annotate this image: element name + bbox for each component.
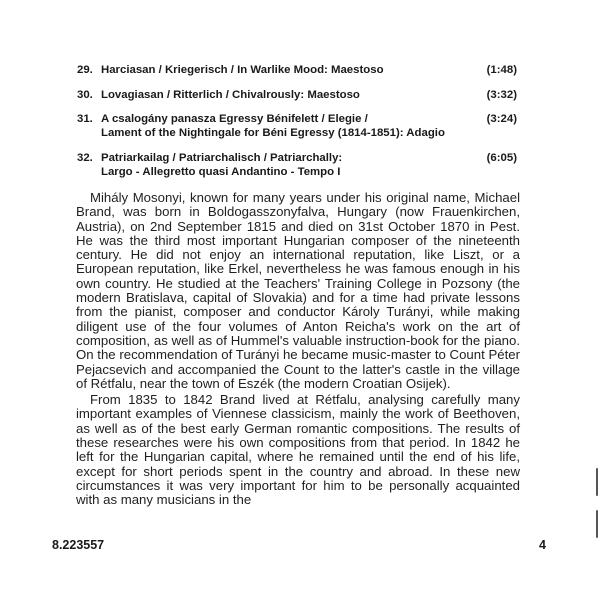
paragraph: From 1835 to 1842 Brand lived at Rétfalu, analysing carefully many important examples of Viennese classicism, mainly the work of Beethoven, as well as of the best early German romantic compositions. The results of these researches were his own compositions from that period. In 1842 he left for the Hungarian capital, where he remained until the end of his life, except for short periods spent in the country and abroad. In these new circumstances it was very important for him to be personally acquainted with as many musicians in the [76, 392, 520, 508]
track-number: 32. [77, 151, 93, 164]
page-number: 4 [539, 538, 546, 552]
catalog-number: 8.223557 [52, 538, 105, 552]
track-item [77, 151, 517, 179]
track-number: 30. [77, 88, 93, 101]
track-item [77, 112, 517, 140]
track-duration: (1:48) [486, 64, 517, 76]
track-title-continued: Largo - Allegretto quasi Andantino - Tempo I [101, 165, 341, 178]
track-duration: (3:24) [486, 113, 517, 125]
track-item [77, 88, 517, 102]
paragraph: Mihály Mosonyi, known for many years under his original name, Michael Brand, was born in Boldogasszonyfalva, Hungary (now Frauenkirchen, Austria), on 2nd September 1815 and died on 31st October 1870 in Pest. He was the third most important Hungarian composer of the nineteenth century. He did not enjoy an international reputation, like Liszt, or a European reputation, like Erkel, nevertheless he was famous enough in his own country. He studied at the Teachers' Training College in Pozsony (the modern Bratislava, capital of Slovakia) and for a time had private lessons from the pianist, composer and conductor Károly Turányi, while making diligent use of the four volumes of Anton Reicha's work on the art of composition, as well as of Hummel's valuable instruction-book for the piano. On the recommendation of Turányi he became music-master to Count Péter Pejacsevich and accompanied the Count to the latter's castle in the village of Rétfalu, near the town of Eszék (the modern Croatian Osijek). [76, 190, 520, 391]
biography-text [76, 191, 520, 510]
track-title: Patriarkailag / Patriarchalisch / Patriarchally: [101, 151, 343, 164]
track-number: 29. [77, 64, 93, 76]
scan-edge-mark [596, 510, 598, 538]
track-list [77, 63, 517, 189]
track-title-continued: Lament of the Nightingale for Béni Egressy (1814-1851): Adagio [101, 127, 445, 139]
track-title: Lovagiasan / Ritterlich / Chivalrously: Maestoso [101, 88, 360, 101]
track-duration: (3:32) [486, 88, 517, 101]
track-duration: (6:05) [486, 151, 517, 164]
scan-edge-mark [596, 468, 598, 496]
track-title: A csalogány panasza Egressy Bénifelett / Elegie / [101, 113, 368, 125]
track-title: Harciasan / Kriegerisch / In Warlike Mood: Maestoso [101, 64, 384, 76]
track-item [77, 63, 517, 77]
track-number: 31. [77, 113, 93, 125]
